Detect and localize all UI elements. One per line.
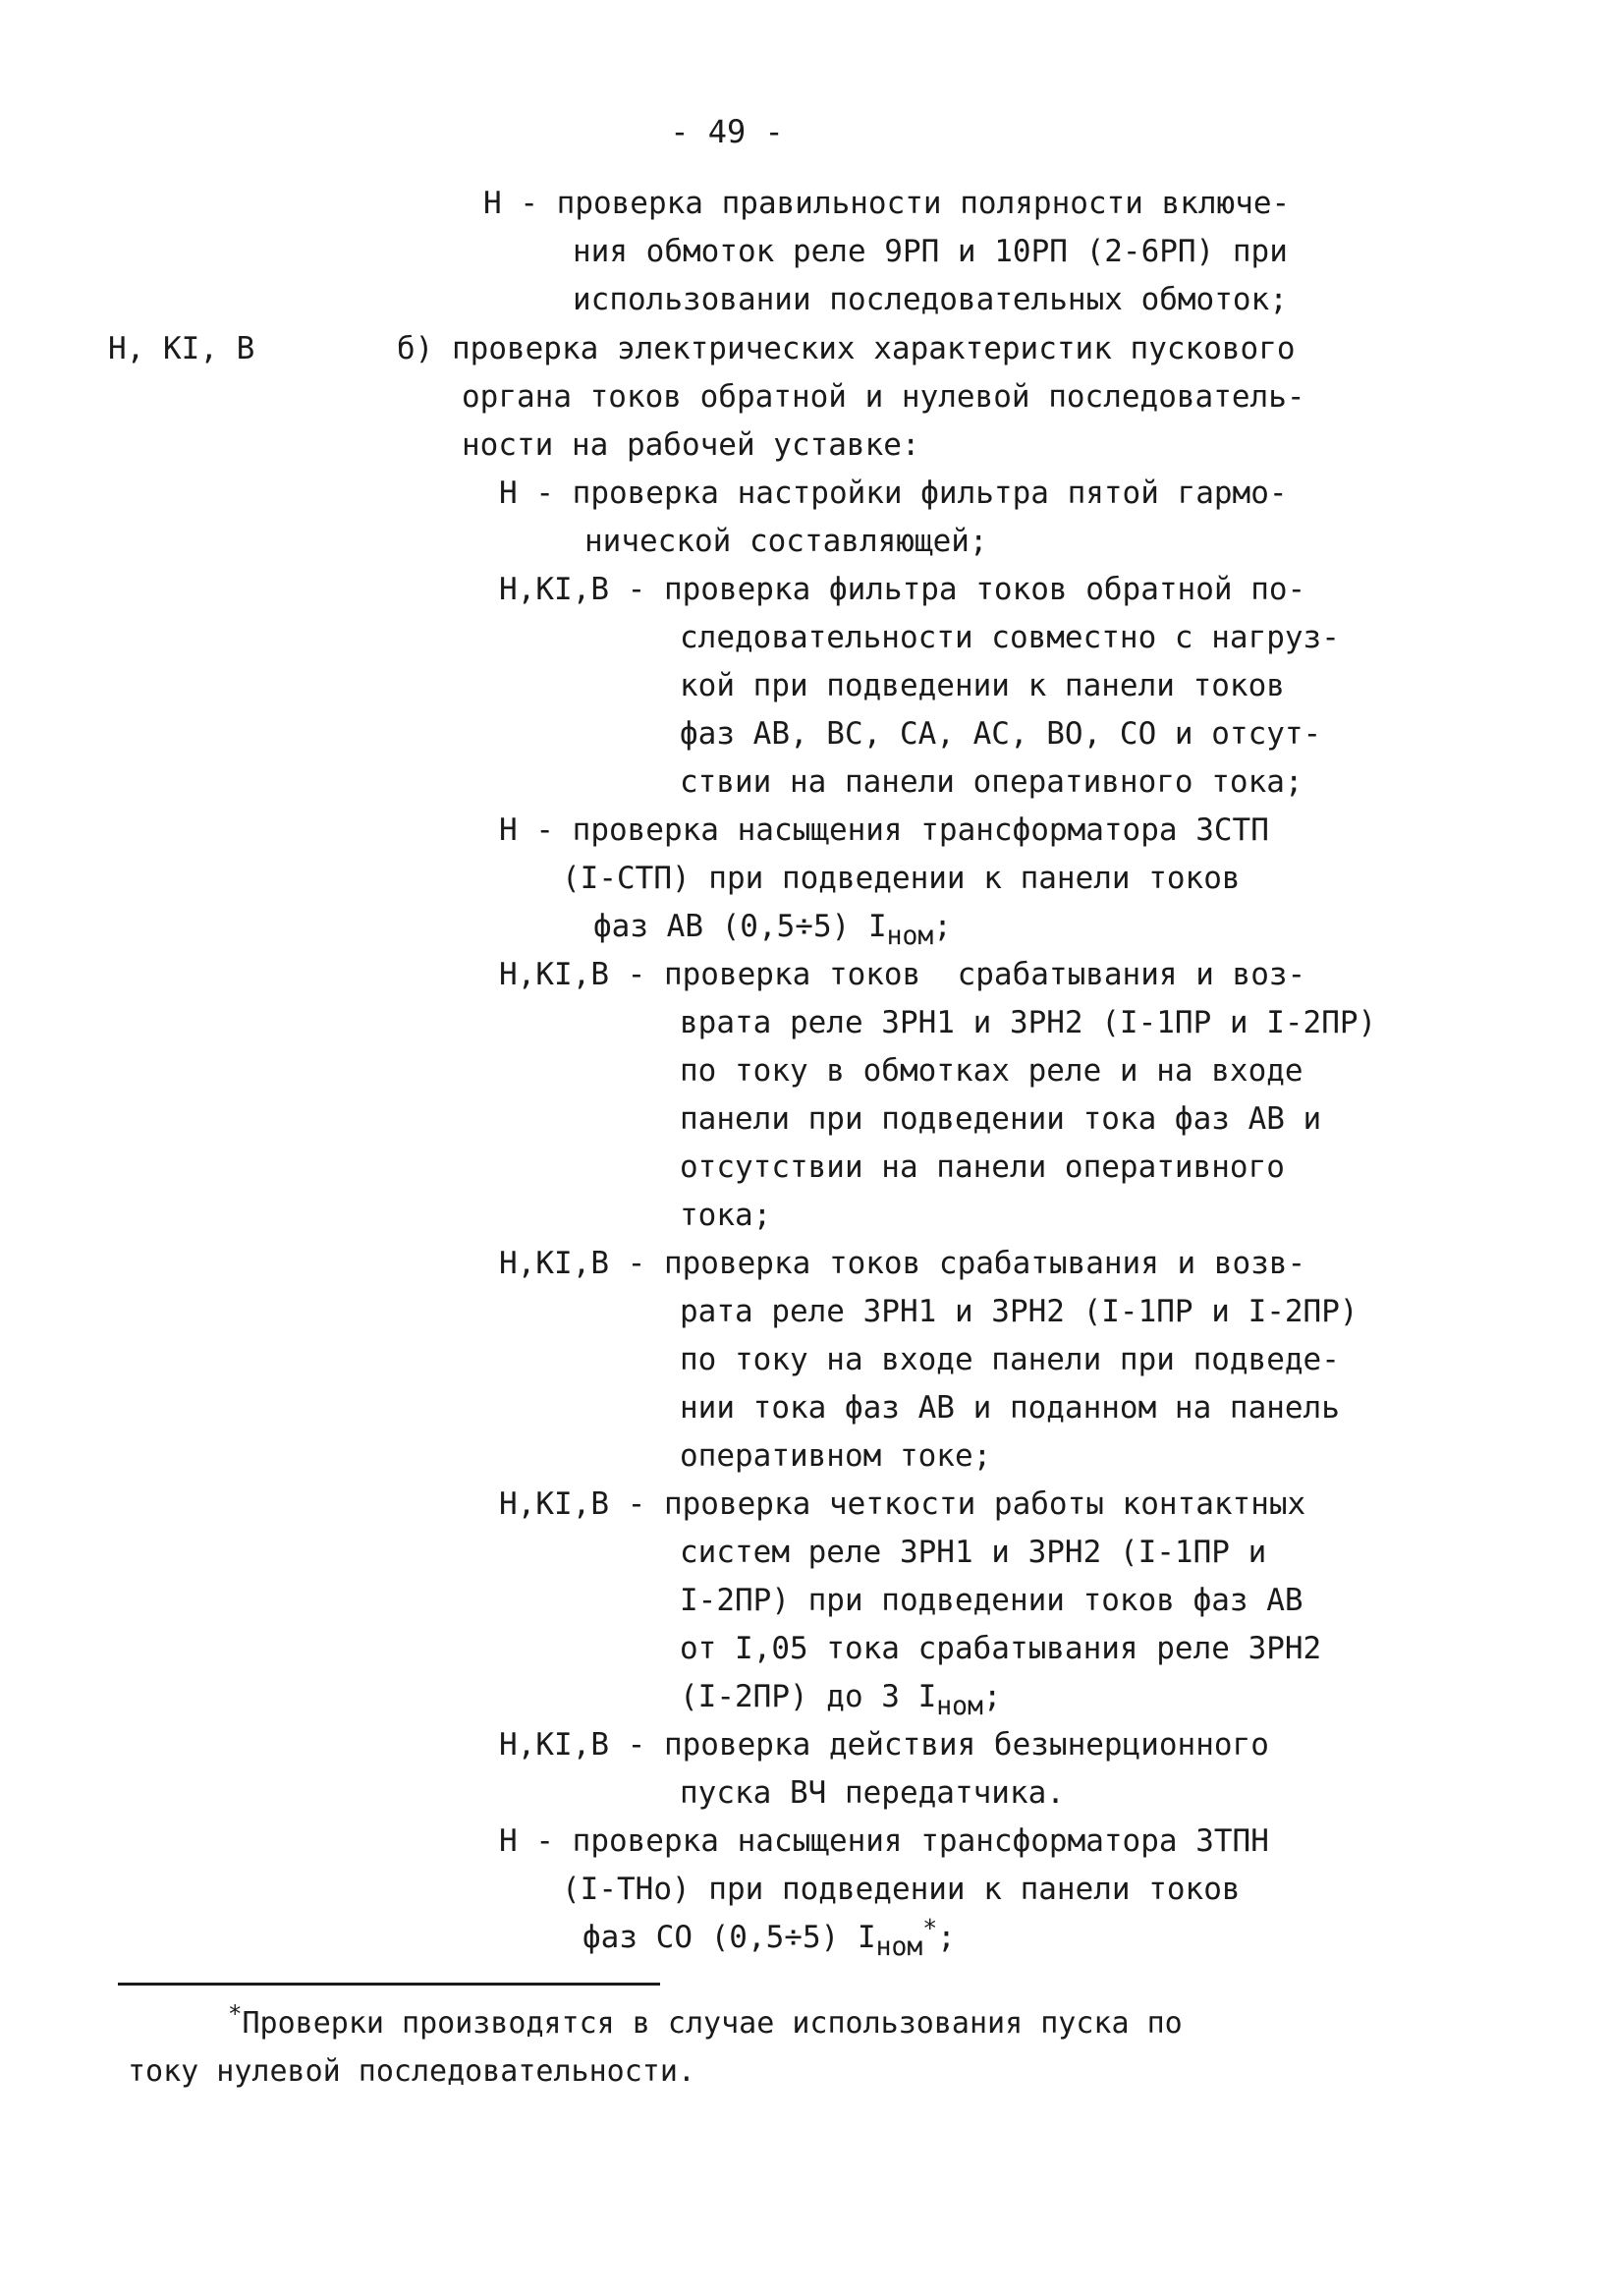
text-line: использовании последовательных обмоток; [573,282,1288,317]
formula-suffix: ; [937,1920,956,1955]
check-item-line: следовательности совместно с нагруз- [680,620,1340,655]
formula-subscript: ном [936,1692,983,1722]
section-heading: ности на рабочей уставке: [462,427,920,463]
formula-suffix: ; [982,1679,1002,1714]
check-item-line: Н - проверка насыщения трансформатора 3СТП [499,812,1269,848]
section-codes: Н, КI, В [108,331,255,366]
footnote-marker: * [228,2000,243,2029]
check-item-line: тока; [680,1198,772,1233]
formula-subscript: ном [875,1932,923,1963]
formula-subscript: ном [886,922,934,952]
footnote-text: Проверки производятся в случае использования пуска по [242,2006,1183,2041]
check-item-line: Н,КI,В - проверка токов срабатывания и возв- [499,1246,1306,1281]
footnote-asterisk: * [922,1913,938,1942]
formula-text: фаз АВ (0,5÷5) I [593,909,887,944]
check-item-line: Н,КI,В - проверка токов срабатывания и воз- [499,957,1306,992]
check-item-line: панели при подведении тока фаз АВ и [680,1101,1322,1137]
check-item-line: по току в обмотках реле и на входе [680,1053,1303,1089]
check-item-line: ствии на панели оперативного тока; [680,764,1303,800]
formula-text: (I-2ПР) до 3 I [680,1679,937,1714]
check-item-line: отсутствии на панели оперативного [680,1149,1285,1185]
check-item-line: систем реле 3РН1 и 3РН2 (I-1ПР и [680,1535,1267,1570]
check-item-line: нической составляющей; [584,524,988,559]
check-item-line: кой при подведении к панели токов [680,668,1285,703]
check-item-formula [680,1673,1002,1723]
check-item-line: оперативном токе; [680,1438,992,1474]
check-item-line: нии тока фаз АВ и поданном на панель [680,1390,1340,1426]
formula-text: фаз СО (0,5÷5) I [582,1920,876,1955]
section-heading: б) проверка электрических характеристик пускового [397,331,1296,366]
check-item-line: Н,КI,В - проверка фильтра токов обратной по- [499,572,1306,607]
text-line: Н - проверка правильности полярности включе- [483,186,1291,221]
check-item-formula [593,903,952,953]
check-item-line: по току на входе панели при подведе- [680,1342,1340,1377]
check-item-line: врата реле 3РН1 и 3РН2 (I-1ПР и I-2ПР) [680,1005,1377,1040]
check-item-line: Н - проверка настройки фильтра пятой гармо- [499,476,1288,511]
text-line: ния обмоток реле 9РП и 10РП (2-6РП) при [573,234,1288,269]
page-number: - 49 - [670,113,784,150]
check-item-formula [582,1914,956,1964]
formula-suffix: ; [933,909,952,944]
check-item-line: Н - проверка насыщения трансформатора 3ТПН [499,1823,1269,1859]
section-heading: органа токов обратной и нулевой последователь- [462,379,1305,415]
check-item-line: (I-СТП) при подведении к панели токов [562,861,1241,896]
check-item-line: Н,КI,В - проверка четкости работы контактных [499,1486,1306,1522]
check-item-line: от I,05 тока срабатывания реле 3РН2 [680,1631,1322,1666]
footnote-rule [118,1983,660,1986]
check-item-line: Н,КI,В - проверка действия безынерционного [499,1727,1269,1763]
check-item-line: I-2ПР) при подведении токов фаз АВ [680,1583,1303,1618]
check-item-line: рата реле 3РН1 и 3РН2 (I-1ПР и I-2ПР) [680,1294,1358,1329]
check-item-line: (I-ТНо) при подведении к панели токов [562,1872,1241,1907]
footnote-line [228,1999,1183,2049]
check-item-line: пуска ВЧ передатчика. [680,1775,1065,1811]
footnote-line: току нулевой последовательности. [128,2054,695,2089]
check-item-line: фаз АВ, ВС, СА, АС, ВО, СО и отсут- [680,716,1322,752]
